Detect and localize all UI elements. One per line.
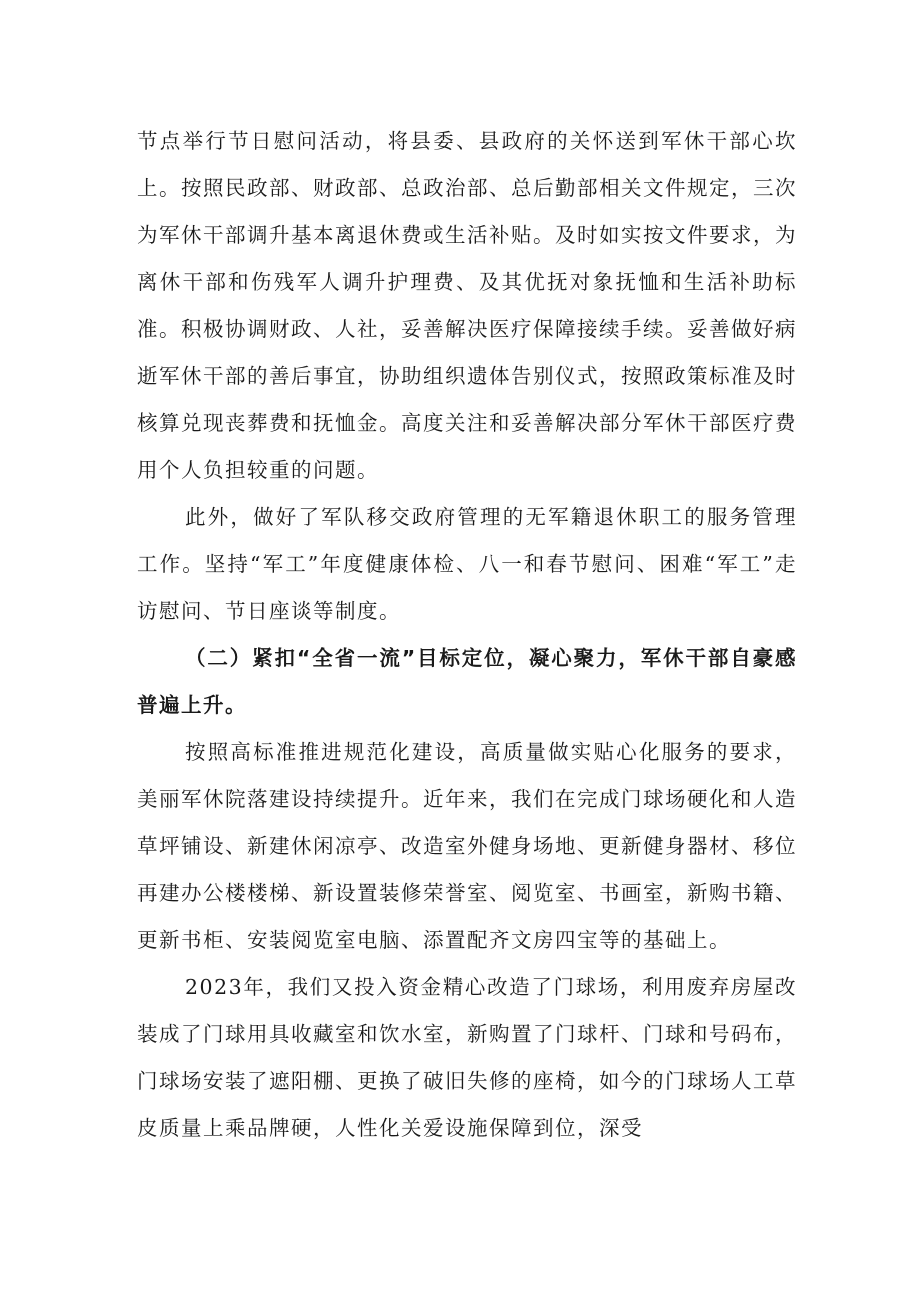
- paragraph-2023-renovation: 2023年，我们又投入资金精心改造了门球场，利用废弃房屋改装成了门球用具收藏室和饮水室，新购置了门球杆、门球和号码布，门球场安装了遮阳棚、更换了破旧失修的座椅，如今的门球场人工草皮质量上乘品牌硬，人性化关爱设施保障到位，深受: [137, 975, 797, 1140]
- paragraph-standardization: 按照高标准推进规范化建设，高质量做实贴心化服务的要求，美丽军休院落建设持续提升。近年来，我们在完成门球场硬化和人造草坪铺设、新建休闲凉亭、改造室外健身场地、更新健身器材、移位再建办公楼楼梯、新设置装修荣誉室、阅览室、书画室，新购书籍、更新书柜、安装阅览室电脑、添置配齐文房四宝等的基础上。: [137, 740, 797, 952]
- document-body: [137, 118, 797, 1152]
- paragraph-continuation: 节点举行节日慰问活动，将县委、县政府的关怀送到军休干部心坎上。按照民政部、财政部、总政治部、总后勤部相关文件规定，三次为军休干部调升基本离退休费或生活补贴。及时如实按文件要求，为离休干部和伤残军人调升护理费、及其优抚对象抚恤和生活补助标准。积极协调财政、人社，妥善解决医疗保障接续手续。妥善做好病逝军休干部的善后事宜，协助组织遗体告别仪式，按照政策标准及时核算兑现丧葬费和抚恤金。高度关注和妥善解决部分军休干部医疗费用个人负担较重的问题。: [137, 129, 797, 482]
- section-heading: （二）紧扣“全省一流”目标定位，凝心聚力，军休干部自豪感普遍上升。: [137, 646, 797, 717]
- paragraph-retired-workers: 此外，做好了军队移交政府管理的无军籍退休职工的服务管理工作。坚持“军工”年度健康体检、八一和春节慰问、困难“军工”走访慰问、节日座谈等制度。: [137, 505, 797, 623]
